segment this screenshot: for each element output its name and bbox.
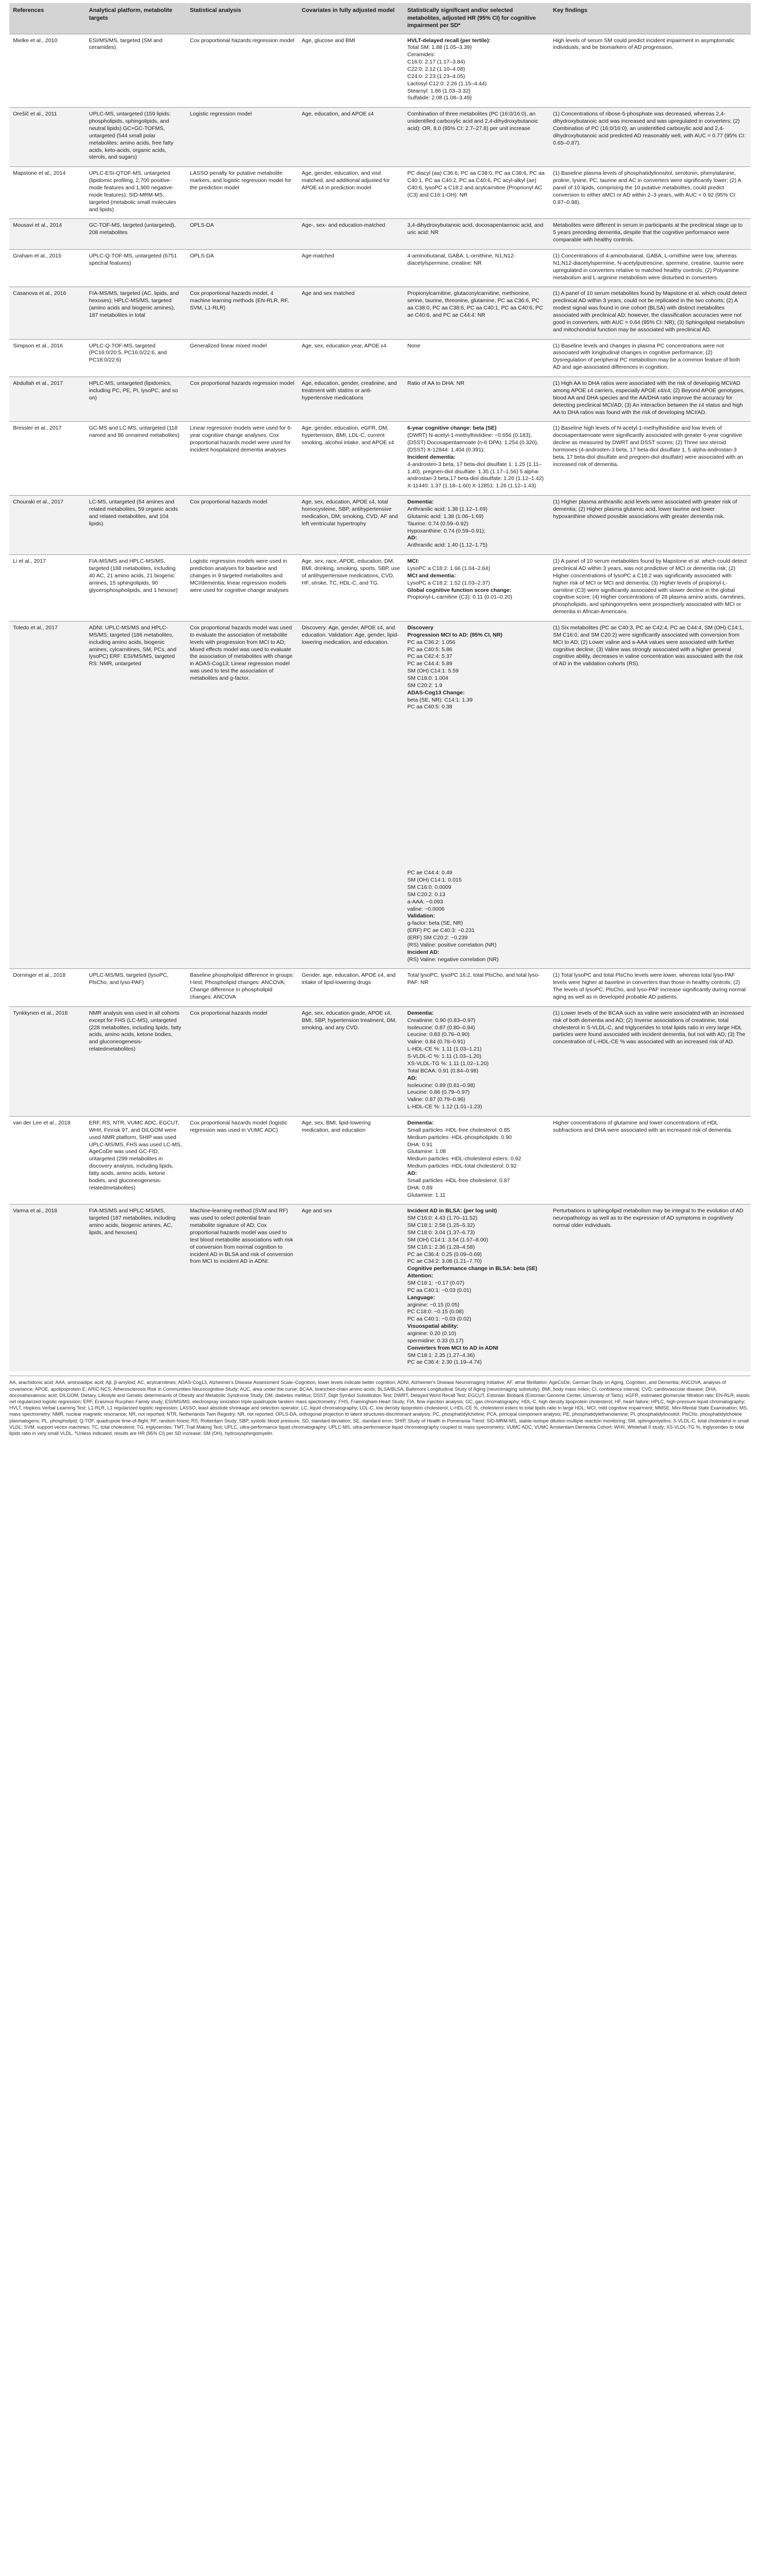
cell-covariates: Age, gender, education, and visit matched, and additional adjusted for APOE ε4 in prediction model (298, 167, 404, 219)
metabolite-line: g-factor: beta (SE, NR) (407, 920, 463, 927)
cell-reference: Orešič et al., 2011 (9, 108, 85, 167)
metabolite-line: Attention: (407, 1273, 433, 1279)
cell-metabolites (404, 167, 549, 219)
metabolite-line: PC aa C42:4: 5.37 (407, 653, 453, 660)
metabolite-line: SM (OH) C14:1: 0.015 (407, 877, 462, 884)
metabolite-line: C24:0: 2.23 (1.23–4.05) (407, 73, 465, 80)
cell-platform: UPLC-ESI-QTOF-MS, untargeted (lipidomic profiling, 2,700 positive-mode features and 1,900 negative-mode features); SID-MRM-MS, targeted (metabolic small molecules and lipids) (85, 167, 186, 219)
cell-key-findings: Perturbations in sphingolipid metabolism may be integral to the evolution of AD neuropathology as well as to the expression of AD symptoms in cognitively normal older individuals. (549, 1205, 751, 1371)
cell-reference: Simpson et al., 2016 (9, 339, 85, 377)
cell-reference: Chouraki et al., 2017 (9, 496, 85, 555)
cell-platform: HPLC-MS, untargeted (lipidomics, including PC, PE, PI, lysoPC, and so on) (85, 377, 186, 422)
metabolite-line: Medium particles -HDL-cholesterol esters: 0.92 (407, 1156, 521, 1162)
cell-covariates: Age, education, and APOE ε4 (298, 108, 404, 167)
cell-statistical-analysis: Cox proportional hazards model (186, 496, 298, 555)
metabolite-line: Dementia: (407, 499, 434, 506)
cell-statistical-analysis: LASSO penalty for putative metabolite markers, and logistic regression model for the prediction model (186, 167, 298, 219)
cell-covariates: Age, gender, education, eGFR, DM, hypertension, BMI, LDL-C, current smoking, alcohol intake, and APOE ε4 (298, 422, 404, 496)
cell-covariates: Age and sex (298, 1205, 404, 1371)
metabolite-line: AD: (407, 535, 417, 541)
cell-reference: Dorninger et al., 2018 (9, 969, 85, 1006)
metabolite-line: Combination of three metabolites (PC (16:0/16:0), an unidentified carboxylic acid and 2,4-dihydroxybutanoic acid): OR, 8.0 (95% CI: 2.7–27.8) per unit increase (407, 111, 538, 132)
cell-metabolites (404, 1205, 549, 1371)
metabolite-line: Anthranilic acid: 1.38 (1.12–1.69) (407, 506, 488, 512)
cell-statistical-analysis: Cox proportional hazards regression model (186, 34, 298, 108)
table-row (9, 496, 751, 555)
table-row (9, 621, 751, 968)
metabolite-line: HVLT-delayed recall (per tertile): (407, 37, 491, 44)
table-row (9, 969, 751, 1006)
cell-covariates: Age, sex, education grade, APOE ε4, BMI, SBP, hypertension treatment, DM, smoking, and any CVD. (298, 1006, 404, 1116)
metabolite-line: SM C18:0: 1.004 (407, 675, 448, 681)
cell-metabolites (404, 555, 549, 622)
cell-metabolites (404, 250, 549, 287)
metabolite-line: Leucine: 0.83 (0.76–0.90) (407, 1031, 470, 1038)
document (9, 0, 751, 1436)
metabolite-line: AD: (407, 1170, 417, 1176)
metabolite-line: Leucine: 0.86 (0.79–0.97) (407, 1089, 470, 1096)
metabolite-line: beta (SE, NR): C14:1: 1.39 (407, 696, 473, 703)
cell-key-findings: (1) Higher plasma anthranilic acid levels were associated with greater risk of dementia; (2) Higher plasma glutamic acid, lower taurine and lower hypoxanthine showed possible associations with greater dementia risk. (549, 496, 751, 555)
metabolite-line: Small particles -HDL-free cholesterol: 0.87 (407, 1177, 510, 1184)
metabolite-line: PC diacyl (aa) C36:6, PC aa C38:0, PC aa C38:6, PC aa C40:1, PC aa C40:2, PC aa C40:6, PC acyl-alkyl (ae) C40:6, lysoPC a C18:2 and acylcarnitine (Proprionyl AC (C3) and C16:1-OH): NR (407, 170, 545, 198)
metabolite-line: (DSST) Docosapentaenoate (n-6 DPA): 1.254 (0.320), (407, 439, 538, 446)
cell-statistical-analysis: Machine-learning method (SVM and RF) was used to select potential brain metabolite signature of AD; Cox proportional hazards model was used to test blood metabolite associations with risk of conversion from normal cognition to incident AD in BLSA and risk of conversion from MCI to incident AD in ADNI. (186, 1205, 298, 1371)
metabolite-line: (DWRT) N-acetyl-1-methylhistidine: −0.656 (0.183), (407, 432, 532, 439)
cell-covariates: Age, sex, education year, APOE ε4 (298, 339, 404, 377)
cell-covariates: Age, sex, education, APOE ε4, total homocysteine, SBP, antihypertensive medication, DM, smoking, CVD, AF and left ventricular hypertrophy (298, 496, 404, 555)
cell-reference: Toledo et al., 2017 (9, 621, 85, 968)
cell-platform: UPLC-MS, untargeted (159 lipids: phospholipids, sphingolipids, and neutral lipids) GC×GC-TOFMS, untargeted (544 small polar metabolites: amino acids, free fatty acids, keto-acids, organic acids, sterols, and sugars) (85, 108, 186, 167)
table-row (9, 555, 751, 622)
cell-reference: Mielke et al., 2010 (9, 34, 85, 108)
cell-platform: ESI/MS/MS, targeted (SM and ceramides) (85, 34, 186, 108)
metabolite-line: SM C18:0: 3.04 (1.37–6.73) (407, 1229, 475, 1236)
metabolite-line: arginine: −0.15 (0.05) (407, 1301, 460, 1308)
cell-key-findings: (1) Baseline plasma levels of phosphatidylinositol, serotonin, phenylalanine, proline, lysine, PC, taurine and AC in converters were significantly lower; (2) A panel of 10 lipids, comprising the 10 putative metabolites, could predict conversion to either aMCI or AD within 2–3 years, with AUC = 0.92 (95% CI: 0.87–0.98). (549, 167, 751, 219)
cell-platform: ADNI: UPLC-MS/MS and HPLC-MS/MS, targeted (186 metabolites, including amino acids, biogenic amines, cylcarnitines, SM, PCs, and lysoPC) ERF: ESI/MS/MS, targeted RS: NMR, untargeted (85, 621, 186, 968)
table-row (9, 1006, 751, 1116)
metabolite-line: Incident AD: (407, 949, 440, 955)
metabolite-line: 4-aminobutanal, GABA, L-ornithine, N1,N12-diacetylspermine, creatine: NR (407, 253, 516, 266)
cell-reference: Casanova et al., 2016 (9, 287, 85, 339)
table-header (9, 3, 751, 34)
cell-covariates: Discovery: Age, gender, APOE ε4, and education. Validation: Age, gender, lipid-lowering medication, and education. (298, 621, 404, 968)
table-row (9, 422, 751, 496)
metabolite-line: PC ae C34:2: 3.08 (1.21–7.70) (407, 1258, 482, 1265)
cell-reference: Abdullah et al., 2017 (9, 377, 85, 422)
metabolite-line: SM C20:2: 0.13 (407, 891, 445, 898)
cell-reference: Varma et al., 2018 (9, 1205, 85, 1371)
cell-statistical-analysis: Logistic regression models were used in prediction analyses for baseline and changes in 9 targeted metabolites and MCI/dementia; linear regression models were used for cognitive change analyses (186, 555, 298, 622)
metabolite-line: PC ae C44:4: 5.89 (407, 661, 453, 667)
metabolite-line: Total BCAA: 0.91 (0.84–0.98) (407, 1067, 479, 1074)
cell-metabolites (404, 422, 549, 496)
cell-key-findings: High levels of serum SM could predict incident impairment in asymptomatic individuals, and be biomarkers of AD progression. (549, 34, 751, 108)
cell-platform: FIA-MS/MS and HPLC-MS/MS, targeted (187 metabolites, including amino acids, biogenic amines, AC, lipids, and hexoses) (85, 1205, 186, 1371)
metabolite-line: S-VLDL-C %: 1.11 (1.03–1.20) (407, 1053, 482, 1060)
cell-key-findings: (1) Concentrations of ribose-5-phosphate was decreased, whereas 2,4-dihydroxybutanoic acid was increased and was upregulated in converters; (2) Combination of PC (16:0/16:0), an unidentified carboxylic acid and 2,4-dihydroxybutanoic acid predicted AD reasonably well, with AUC = 0.77 (95% CI: 0.65–0.87). (549, 108, 751, 167)
cell-reference: van der Lee et al., 2018 (9, 1116, 85, 1204)
cell-statistical-analysis: Logistic regression model (186, 108, 298, 167)
table-row (9, 108, 751, 167)
metabolite-line: Incident dementia: (407, 454, 456, 460)
cell-key-findings: (1) A panel of 10 serum metabolites found by Mapstone et al. which could detect preclinical AD within 3 years, could not be replicated in the two cohorts; (2) A modest signal was found in one cohort (BLSA) with distinct metabolites associated with preclinical AD; however, the classification accuracies were not good in converters, with AUC = 0.64 (95% CI: NR); (3) Sphingolipid metabolism and mitochondrial function may be associated with preclinical AD. (549, 287, 751, 339)
metabolite-line: Dementia: (407, 1009, 434, 1016)
metabolite-line: (ERF) SM C20:2: −0.239 (407, 935, 468, 941)
metabolite-line: ADAS-Cog13 Change: (407, 689, 465, 696)
metabolite-line: (DSST) X-12844: 1.404 (0.391); (407, 446, 485, 453)
cell-statistical-analysis: OPLS-DA (186, 219, 298, 250)
cell-key-findings: (1) High AA to DHA ratios were associated with the risk of developing MCI/AD among APOE ε4 carriers, especially APOE ε4/ε4; (2) Beyond APOE genotypes, blood AA and DHA species and the AA/DHA ratio improve the accuracy for detecting preclinical MCI/AD; (3) An interaction between the ε4 status and high AA to DHA ratios was found with the risk of developing MCI/AD. (549, 377, 751, 422)
metabolite-line: (RS) Valine: negative correlation (NR) (407, 956, 499, 963)
cell-metabolites (404, 287, 549, 339)
cell-key-findings: Metabolites were different in serum in participants at the preclinical stage up to 5 years preceding dementia, despite that the cognitive performance were comparable with healthy controls. (549, 219, 751, 250)
metabolite-line: (ERF) PC ae C40:3: −0.231 (407, 927, 475, 934)
cell-platform: UPLC-Q-TOF-MS, untargeted (6751 spectral features) (85, 250, 186, 287)
cell-covariates: Age, education, gender, creatinine, and treatment with statins or anti-hypertensive medications (298, 377, 404, 422)
table-row (9, 167, 751, 219)
header-statistical-analysis: Statistical analysis (186, 3, 298, 34)
cell-platform: FIA-MS/MS, targeted (AC, lipids, and hexoses); HPLC-MS/MS, targeted (amino acids and biogenic amines), 187 metabolites in total (85, 287, 186, 339)
metabolite-line: Glutamine: 1.08 (407, 1148, 446, 1155)
cell-metabolites (404, 219, 549, 250)
cell-statistical-analysis: Linear regression models were used for 6-year cognitive change analyses; Cox proportional hazards model were used for incident hospitalized dementia analyses (186, 422, 298, 496)
cell-metabolites (404, 1006, 549, 1116)
metabolite-line: C16:0: 2.17 (1.17–3.84) (407, 59, 465, 66)
metabolite-line: Creatinine: 0.90 (0.83–0.97) (407, 1017, 475, 1024)
metabolite-line: SM C20:2: 1.9 (407, 682, 443, 689)
cell-statistical-analysis: Generalized linear mixed model (186, 339, 298, 377)
metabolite-line: DHA: 0.91 (407, 1141, 433, 1148)
metabolite-line: arginine: 0.20 (0.10) (407, 1330, 456, 1337)
metabolite-line: SM C18:1: 2.36 (1.28–4.58) (407, 1244, 475, 1250)
metabolite-line: PC C18:0: −0.15 (0.08) (407, 1309, 464, 1315)
cell-platform: ERF, RS, NTR, VUMC ADC, EGCUT, WHII, Finrisk 97, and DILGOM were used NMR platform, SHIP was used UPLC-MS/MS, FHS was used LC-MS, AgeCoDe was used GC-FID, untargeted (299 metabolites in discovery analysis, including lipids, fatty acids, amino acids, ketone bodies, and gluconeogenesis-relatedmetabolites) (85, 1116, 186, 1204)
cell-metabolites (404, 1116, 549, 1204)
metabolite-line: PC aa C36:2: 1.056 (407, 639, 456, 645)
metabolite-line: Total lysoPC, lysoPC 16:2, total PlsCho, and total lyso-PAF: NR (407, 972, 540, 986)
cell-platform: NMR analysis was used in all cohorts except for FHS (LC-MS), untargeted (228 metabolites, including lipids, fatty acids, amino acids, ketone bodies, and gluconeogenesis-relatedmetabolites) (85, 1006, 186, 1116)
metabolite-line: Sulfatide: 2.08 (1.08–3.49) (407, 95, 472, 101)
table-row (9, 377, 751, 422)
cell-reference: Mapstone et al., 2014 (9, 167, 85, 219)
cell-covariates: Age, sex, BMI, lipid-lowering medication, and education (298, 1116, 404, 1204)
metabolite-line: PC ae C36:4: 2.30 (1.19–4.74) (407, 1359, 482, 1366)
metabolite-line: Glutamic acid: 1.38 (1.06–1.69) (407, 513, 484, 520)
metabolite-line: Isoleucine: 0.89 (0.81–0.98) (407, 1082, 475, 1089)
metabolite-line: SM C16:0: 0.0009 (407, 884, 452, 891)
cell-reference: Li et al., 2017 (9, 555, 85, 622)
metabolite-line: Ceramides: (407, 51, 435, 58)
metabolite-line: Total SM: 1.88 (1.05–3.39) (407, 44, 472, 51)
cell-reference: Mousavi et al., 2014 (9, 219, 85, 250)
cell-covariates: Age, glucose and BMI (298, 34, 404, 108)
studies-table (9, 3, 751, 1371)
table-row (9, 219, 751, 250)
cell-key-findings: Higher concentrations of glutamine and lower concentrations of HDL subfractions and DHA were associated with an increased risk of dementia. (549, 1116, 751, 1204)
metabolite-line: Glutamine: 1.11 (407, 1192, 446, 1198)
metabolite-line: Dementia: (407, 1119, 434, 1126)
cell-covariates: Age, sex, race, APOE, education, DM, BMI, drinking, smoking, sports, SBP, use of antihypertensive medications, CVD, HF, stroke, TC, HDL-C, and TG. (298, 555, 404, 622)
table-body (9, 34, 751, 1371)
metabolite-line: PC ae C44:4: 0.49 (407, 870, 453, 876)
cell-platform: FIA-MS/MS and HPLC-MS/MS, targeted (188 metabolites, including 40 AC, 21 amino acids, 21 biogenic amines, 15 sphingolipids, 90 glycerophospholipids, and 1 hexose) (85, 555, 186, 622)
metabolite-line (407, 711, 546, 870)
metabolite-line: Isoleucine: 0.87 (0.80–0.94) (407, 1024, 475, 1031)
cell-metabolites (404, 969, 549, 1006)
cell-metabolites (404, 496, 549, 555)
cell-statistical-analysis: Cox proportional hazards model, 4 machine learning methods (EN-RLR, RF, SVM, L1-RLR) (186, 287, 298, 339)
metabolite-line: Valine: 0.84 (0.78–0.91) (407, 1039, 466, 1045)
metabolite-line: a-AAA: −0.093 (407, 898, 443, 905)
metabolite-line: valine: −0.0006 (407, 905, 445, 912)
metabolite-line: DHA: 0.89 (407, 1184, 433, 1191)
metabolite-line: Hypoxanthine: 0.74 (0.59–0.91); (407, 527, 486, 534)
metabolite-line: Global cognitive function score change: (407, 587, 512, 593)
metabolite-line: Progression MCI to AD: (95% CI, NR) (407, 631, 503, 638)
metabolite-line: Visuospatial ability: (407, 1323, 459, 1330)
cell-reference: Graham et al., 2015 (9, 250, 85, 287)
cell-metabolites (404, 621, 549, 968)
metabolite-line: XS-VLDL-TG %: 1.11 (1.02–1.20) (407, 1060, 489, 1067)
table-row (9, 1205, 751, 1371)
cell-statistical-analysis: Cox proportional hazards regression model (186, 377, 298, 422)
metabolite-line: Language: (407, 1294, 435, 1301)
metabolite-line: SM (OH) C14:1: 5.59 (407, 668, 459, 675)
cell-metabolites (404, 108, 549, 167)
cell-platform: GC-MS and LC-MS, untargeted (118 named and 86 unnamed metabolites) (85, 422, 186, 496)
cell-key-findings: (1) Baseline levels and changes in plasma PC concentrations were not associated with longitudinal changes in cognitive performance; (2) Dysregulation of peripheral PC metabolism may be a common feature of both AD and age-associated differences in cognition. (549, 339, 751, 377)
metabolite-line: Incident AD in BLSA: (per log unit) (407, 1208, 497, 1214)
cell-statistical-analysis: Cox proportional hazards model (logistic regression was used in VUMC ADC) (186, 1116, 298, 1204)
cell-covariates: Age-, sex- and education-matched (298, 219, 404, 250)
header-metabolites: Statistically significant and/or selected metabolites, adjusted HR (95% CI) for cognitive impairment per SD* (404, 3, 549, 34)
metabolite-line: Propionyl-L-carnitine (C3): 0.11 (0.01–0.20) (407, 594, 512, 601)
metabolite-line: (RS) Valine: positive correlation (NR) (407, 941, 497, 948)
metabolite-line: PC aa C40:5: 0.38 (407, 704, 453, 710)
cell-metabolites (404, 339, 549, 377)
metabolite-line: Ratio of AA to DHA: NR (407, 380, 465, 387)
header-covariates: Covariates in fully adjusted model (298, 3, 404, 34)
table-row (9, 339, 751, 377)
metabolite-line: 3,4-dihydroxybutanoic acid, docosapentaenoic acid, and uric acid: NR (407, 222, 544, 236)
cell-key-findings: (1) Concentrations of 4-aminobutanal, GABA, L-ornithine were low, whereas N1,N12-diacetylspermine, N-acetylputrescine, spermine, creatine, taurine were upregulated in converters relative to matched healthy controls; (2) Polyamine metabolism and L-arginine metabolism were disturbed in converters. (549, 250, 751, 287)
table-footnote: AA, arachidonic acid; AAA, aminoadipic acid; Aβ, β-amyloid; AC, acylcarnitines; ADAS-Cog13, Alzheimer's Disease Assessment Scale–Cognition, lower levels indicate better cognition; ADNI, Alzheimer's Disease Neuroimaging Initiative; AF, atrial fibrillation; AgeCoDe, German Study on Aging, Cognition, and Dementia; ANCOVA, analysis of covariance; APOE, apolipoprotein E; ARIC-NCS, Atherosclerosis Risk in Communities Neurocognitive Study; AUC, area under the curve; BCAA, branched-chain amino acids; BLSA/BLSA, Baltimore Longitudinal Study of Aging (neuroimaging substudy); BMI, body mass index; CI, confidence interval; CVD, cardiovascular disease; DHA, docosahexaenoic acid; DILGOM, Dietary, Lifestyle and Genetic determinants of Obesity and Metabolic Syndrome Study; DM, diabetes mellitus; DSST, Digit Symbol Substitution Test; DWRT, Delayed Word Recall Test; EGCUT, Estonian Biobank (Estonian Genome Center, University of Tartu); eGFR, estimated glomerular filtration rate; EN-RLR, elastic net regularized logistic regression; ERF, Erasmus Rucphen Family study; ESI/MS/MS, electrospray ionization triple quadrupole tandem mass spectrometry; FHS, Framingham Heart Study; FIA, flow injection analysis; GC, gas chromatography; HDL-C, high density lipoprotein cholesterol; HF, heart failure; HPLC, high-pressure liquid chromatography; HVLT, Hopkins Verbal Learning Test; L1-RLR, L1 regularized logistic regression; LASSO, least absolute shrinkage and selection operator; LC, liquid chromatography; LDL-C, low density lipoprotein cholesterol; L-HDL-CE %, cholesterol esters to total lipids ratio in large HDL; MCI, mild cognitive impairment; MMSE, Mini-Mental State Examination; MS, mass spectrometry; NMR, nuclear magnetic resonance; NR, not reported; NTR, Netherlands Twin Registry; NR, not reported; OPLS-DA, orthogonal projection to latent structures-discriminant analysis; PC, phosphatidylcholine; PCA, principal component analysis; PE, phosphatidylethanolamine; PI, phosphatidylinositol; PlsCho, phosphatidylcholine plasmalogens; PL, phospholipid; Q-TOF, quadrupole time-of-flight; RF, random forest; RS, Rotterdam Study; SBP, systolic blood pressure; SD, standard deviation; SE, standard error; SHIP, Study of Health in Pomerania-Trend; SID-MRM-MS, stable-isotope dilution-multiple reaction monitoring; SM, sphingomyelins; S-VLDL-C, total cholesterol in small VLDL; SVM, support vector machines; TC, total cholesterol; TG, triglycerides; TMT, Trail Making Test; UPLC, ultra-performance liquid chromatography; UPLC-MS, ultra-performance liquid chromatography coupled to mass spectrometry; VUMC ADC, VUMC Amsterdam Dementia Cohort; WHII, Whitehall II study; XS-VLDL-TG %, triglycerides to total lipids ratio in very small VLDL. *Unless indicated, results are HR (95% CI) per SD increase; SM (OH), hydroxysphingomyelin. (9, 1376, 751, 1436)
metabolite-line: spermidine: 0.33 (0.17) (407, 1337, 463, 1344)
header-platform: Analytical platform, metabolite targets (85, 3, 186, 34)
cell-platform: UPLC-Q-TOF-MS, targeted (PC16:0/20:5, PC16:0/22:6, and PC18:0/22:6) (85, 339, 186, 377)
metabolite-line: Converters from MCI to AD in ADNI (407, 1344, 498, 1351)
metabolite-line: Discovery (407, 624, 434, 631)
cell-covariates: Gender, age, education, APOE ε4, and intake of lipid-lowering drugs (298, 969, 404, 1006)
metabolite-line: Anthranilic acid: 1.40 (1.12–1.75) (407, 542, 488, 549)
metabolite-line: Medium particles -HDL-phospholipids: 0.90 (407, 1134, 512, 1141)
metabolite-line: SM C18:1: 2.58 (1.25–5.32) (407, 1222, 475, 1229)
metabolite-line: Cognitive performance change in BLSA: beta (SE) (407, 1265, 537, 1272)
metabolite-line: Stearoyl: 1.86 (1.03–3.32) (407, 87, 471, 94)
metabolite-line: Taurine: 0.74 (0.59–0.92) (407, 520, 469, 527)
metabolite-line: SM (OH) C14:1: 3.54 (1.57–8.00) (407, 1236, 488, 1243)
metabolite-line: None (407, 342, 421, 349)
metabolite-line: LysoPC a C18:2: 1.66 (1.04–2.64) (407, 565, 490, 572)
metabolite-line: Valine: 0.87 (0.79–0.96) (407, 1096, 466, 1103)
cell-platform: LC-MS, untargeted (54 amines and related metabolites, 59 organic acids and related metabolites, and 104 lipids) (85, 496, 186, 555)
metabolite-line: SM C16:0: 4.43 (1.70–11.52) (407, 1215, 478, 1222)
table-row (9, 287, 751, 339)
metabolite-line: SM C18:1: −0.17 (0.07) (407, 1279, 465, 1286)
cell-key-findings: (1) Baseline high levels of N-acetyl-1-methylhistidine and low levels of docosapentaenoate were significantly associated with greater 6-year cognitive decline as measured by DWRT and DSST scores; (2) Three sex steroid hormones (4-androsten-3 beta, 17 beta-diol disulfate 1, 5 alpha-androstan-3 beta, 17 beta-diol disulfate and pregnen-diol disulfate) were associated with an increased risk of dementia. (549, 422, 751, 496)
metabolite-line: Lactosyl C12:0: 2.26 (1.15–4.44) (407, 80, 487, 87)
cell-metabolites (404, 377, 549, 422)
metabolite-line: LysoPC a C18:2: 1.52 (1.03–2.37) (407, 579, 490, 586)
metabolite-line: Propionylcarnitine, glutaconylcarnitine, methionine, serine, taurine, threonine, glutamine, PC aa C36:6, PC aa C38:0, PC aa C38:6, PC aa C40:1, PC aa C40:6, PC ae C40:6, and PC ae C44:4: NR (407, 290, 543, 319)
metabolite-line: SM C18:1: 2.35 (1.27–4.36) (407, 1352, 475, 1358)
metabolite-line: PC aa C40:1: −0.03 (0.01) (407, 1287, 471, 1293)
cell-statistical-analysis: OPLS-DA (186, 250, 298, 287)
metabolite-line: PC aa C40:1: −0.03 (0.02) (407, 1316, 471, 1323)
header-references: References (9, 3, 85, 34)
cell-covariates: Age and sex matched (298, 287, 404, 339)
metabolite-line: 6-year cognitive change: beta (SE) (407, 425, 497, 432)
header-key-findings: Key findings (549, 3, 751, 34)
cell-key-findings: (1) Lower levels of the BCAA such as valine were associated with an increased risk of both dementia and AD; (2) Inverse associations of creatinine, total cholesterol in S-VLDL-C, and triglycerides to total lipids ratio in very large HDL particles were found associated with incident dementia, but not with AD; (3) The concentration of L-HDL-CE % was associated with an increased risk of AD. (549, 1006, 751, 1116)
metabolite-line: Validation: (407, 913, 435, 920)
cell-key-findings: (1) Total lysoPC and total PlsCho levels were lower, whereas total lyso-PAF levels were higher at baseline in converters than those in healthy controls; (2) The levels of lysoPC, PlsCho, and lyso-PAF increase significantly during normal aging as well as in developed probable AD patients. (549, 969, 751, 1006)
cell-metabolites (404, 34, 549, 108)
cell-platform: UPLC-MS/MS, targeted (lysoPC, PlsCho, and lyso-PAF) (85, 969, 186, 1006)
cell-reference: Tynkkynen et al., 2018 (9, 1006, 85, 1116)
cell-statistical-analysis: Cox proportional hazards model (186, 1006, 298, 1116)
metabolite-line: C22:0: 2.12 (1.10–4.08) (407, 66, 465, 72)
cell-key-findings: (1) Six metabolites (PC ae C40:3, PC ae C42:4, PC ae C44:4, SM (OH) C14:1, SM C16:0, and SM C20:2) were significantly associated with conversion from MCI to AD; (2) Lower valine and a-AAA values were associated with further cognitive decline; (3) Valine was strongly associated with a higher general cognitive ability, decreases in valine concentration was associated with the risk of AD in the validation cohorts (RS). (549, 621, 751, 968)
cell-statistical-analysis: Baseline phospholipid difference in groups: t-test; Phospholipid changes: ANCOVA; Change difference in phospholipid changes: ANCOVA (186, 969, 298, 1006)
table-row (9, 34, 751, 108)
metabolite-line: Small particles -HDL-free cholesterol: 0.85 (407, 1127, 510, 1133)
metabolite-line: L-HDL-CE %: 1.11 (1.03–1.21) (407, 1046, 482, 1053)
metabolite-line: MCI and dementia: (407, 572, 456, 579)
cell-platform: GC-TOF-MS, targeted (untargeted), 208 metabolites (85, 219, 186, 250)
metabolite-line: AD: (407, 1075, 417, 1081)
metabolite-line: MCI: (407, 558, 419, 565)
metabolite-line: 4-androsten-3 beta, 17 beta-diol disulfate 1: 1.25 (1.11–1.40), pregnen-diol disulfate: 1.35 (1.17–1.56) 5 alpha-androstan-3 beta,17 beta-diol disulfate: 1.26 (1.12–1.42) X-11440: 1.37 (1.18–1.60) X-12851: 1.26 (1.12–1.43) (407, 461, 544, 489)
cell-reference: Bressler et al., 2017 (9, 422, 85, 496)
table-row (9, 250, 751, 287)
cell-key-findings: (1) A panel of 10 serum metabolites found by Mapstone et al. which could detect preclinical AD within 3 years, was not predictive of MCI or dementia risk; (2) Higher concentrations of lysoPC a C18:2 was significantly associated with higher risk of MCI or MCI and dementia; (3) Higher levels of propionyl-L-carnitine (C3) were significantly associated with slower decline in the global cognitive score; (4) Higher concentrations of 28 plasma amino acids, carnitines, phospholipids, and sphingomyelins were prospectively associated with MCI or dementia in African Americans. (549, 555, 751, 622)
cell-statistical-analysis: Cox proportional hazards model was used to evaluate the association of metabolite levels with progression from MCI to AD; Mixed effects model was used to evaluate the association of metabolites with change in ADAS-Cog13; Linear regression model was used to test the association of metabolites and g-factor. (186, 621, 298, 968)
metabolite-line: L-HDL-CE %: 1.12 (1.01–1.23) (407, 1104, 482, 1110)
metabolite-line: PC ae C36:4: 0.25 (0.09–0.69) (407, 1251, 482, 1258)
metabolite-line: PC aa C40:5: 5.86 (407, 646, 453, 653)
metabolite-line: Medium particles -HDL-total cholesterol: 0.92 (407, 1163, 517, 1170)
table-row (9, 1116, 751, 1204)
cell-covariates: Age-matched (298, 250, 404, 287)
